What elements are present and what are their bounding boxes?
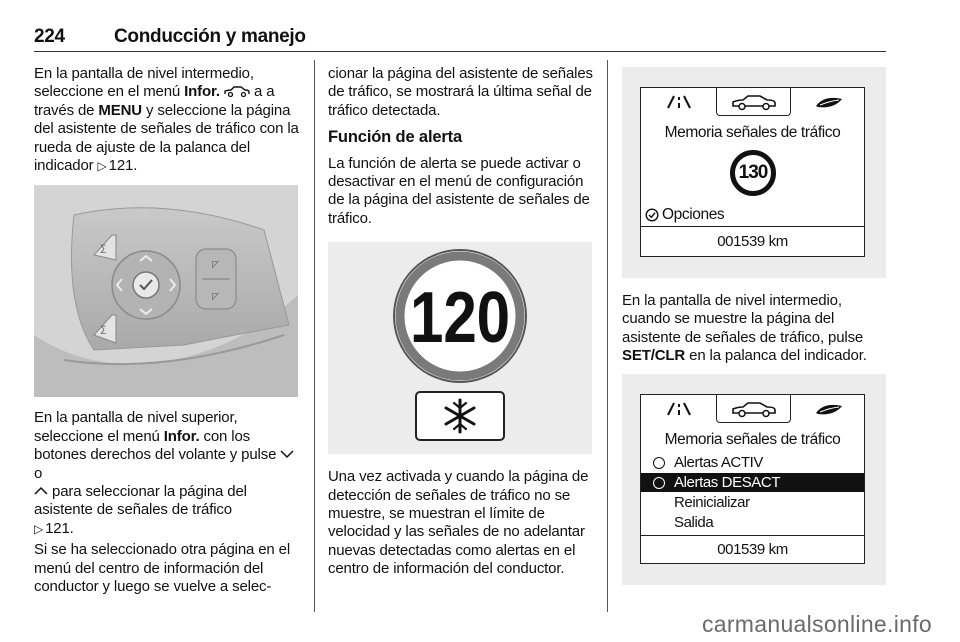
subsection-heading: Función de alerta: [328, 128, 463, 147]
menu-item-alerts-on[interactable]: Alertas ACTIV: [641, 453, 864, 472]
speed-limit-value: 120: [410, 278, 510, 359]
screen-title: Memoria señales de tráfico: [664, 124, 841, 141]
chevron-down-icon: [280, 449, 294, 459]
tab-tools: [641, 395, 716, 423]
tab-eco: [791, 88, 866, 116]
radio-icon: [653, 457, 665, 469]
menu-item-reset[interactable]: Reinicializar: [674, 494, 750, 511]
column-1: [34, 65, 302, 600]
tab-tools: [641, 88, 716, 116]
svg-text:◸: ◸: [212, 291, 219, 302]
speed-limit-sign-icon: 130: [730, 150, 776, 196]
column-3-text: [622, 292, 890, 369]
paragraph: En la pantalla de nivel superior, seleccione el menú Infor. con los botones derechos del volante y pulse o para seleccionar la página del asistente de señales de tráfico ▷ 121.: [34, 409, 302, 538]
page-header: [34, 26, 886, 52]
divider: [641, 535, 864, 536]
leaf-icon: [814, 401, 844, 417]
page-reference: 121.: [45, 519, 74, 537]
display-traffic-sign-memory: [622, 67, 886, 278]
odometer: 001539 km: [717, 541, 788, 558]
options-row: Opciones: [645, 206, 724, 224]
tab-eco: [791, 395, 866, 423]
road-icon: [659, 94, 699, 110]
paragraph: Si se ha seleccionado otra página en el menú del centro de información del conductor y luego se vuelve a selec-: [34, 541, 290, 596]
steering-wheel-controls-image: [34, 185, 298, 397]
screen-title: Memoria señales de tráfico: [664, 431, 841, 448]
radio-icon: [653, 477, 665, 489]
page-reference-arrow-icon: ▷: [34, 521, 44, 536]
menu-name-infor: Infor.: [184, 83, 220, 101]
column-2: [328, 65, 596, 582]
menu-item-alerts-off[interactable]: Alertas DESACT: [641, 473, 864, 492]
tab-vehicle: [716, 88, 791, 116]
menu-name-infor: Infor.: [163, 427, 200, 445]
chevron-up-icon: [34, 486, 48, 496]
menu-item-exit[interactable]: Salida: [674, 514, 714, 531]
svg-text:∑: ∑: [100, 324, 107, 335]
odometer: 001539 km: [717, 233, 788, 250]
road-icon: [659, 401, 699, 417]
tab-vehicle: [716, 395, 791, 423]
svg-text:◸: ◸: [212, 259, 219, 270]
paragraph: Una vez activada y cuando la página de detección de señales de tráfico no se muestre, se muestran el límite de velocidad y las señales de no adelantar nuevas detectadas como alertas en el centro de información del conductor.: [328, 468, 589, 578]
check-circle-icon: [645, 208, 659, 222]
button-label-setclr: SET/CLR: [622, 347, 686, 365]
car-icon: [731, 93, 777, 111]
paragraph: La función de alerta se puede activar o desactivar en el menú de configuración de la página del asistente de señales de tráfico.: [328, 154, 590, 227]
page-reference-arrow-icon: ▷: [97, 159, 107, 174]
page-number: 224: [34, 26, 65, 47]
watermark: carmanualsonline.info: [701, 611, 932, 637]
paragraph: En la pantalla de nivel intermedio, cuando se muestre la página del asistente de señales de tráfico, pulse SET/CLR en la palanca del indicador.: [622, 292, 867, 365]
car-icon: [224, 85, 250, 97]
divider: [641, 226, 864, 227]
page-reference: 121.: [108, 157, 138, 175]
paragraph: cionar la página del asistente de señales de tráfico, se mostrará la última señal de tráfico detectada.: [328, 65, 593, 119]
speed-limit-sign-image: [328, 242, 592, 454]
paragraph: En la pantalla de nivel intermedio, seleccione en el menú Infor. a a través de MENU y seleccione la página del asistente de señales de tráfico con la rueda de ajuste de la palanca del indicador ▷ 121.: [34, 65, 299, 175]
info-display-screen: [640, 87, 865, 257]
info-display-screen: [640, 394, 865, 564]
column-divider-1: [314, 60, 315, 612]
car-icon: [731, 400, 777, 418]
leaf-icon: [814, 94, 844, 110]
display-tabs: [641, 88, 864, 116]
svg-text:∑: ∑: [100, 243, 107, 254]
display-tabs: [641, 395, 864, 423]
display-alert-menu: [622, 374, 886, 585]
column-divider-2: [607, 60, 608, 612]
menu-button-label: MENU: [98, 101, 142, 119]
section-title: Conducción y manejo: [114, 26, 306, 47]
